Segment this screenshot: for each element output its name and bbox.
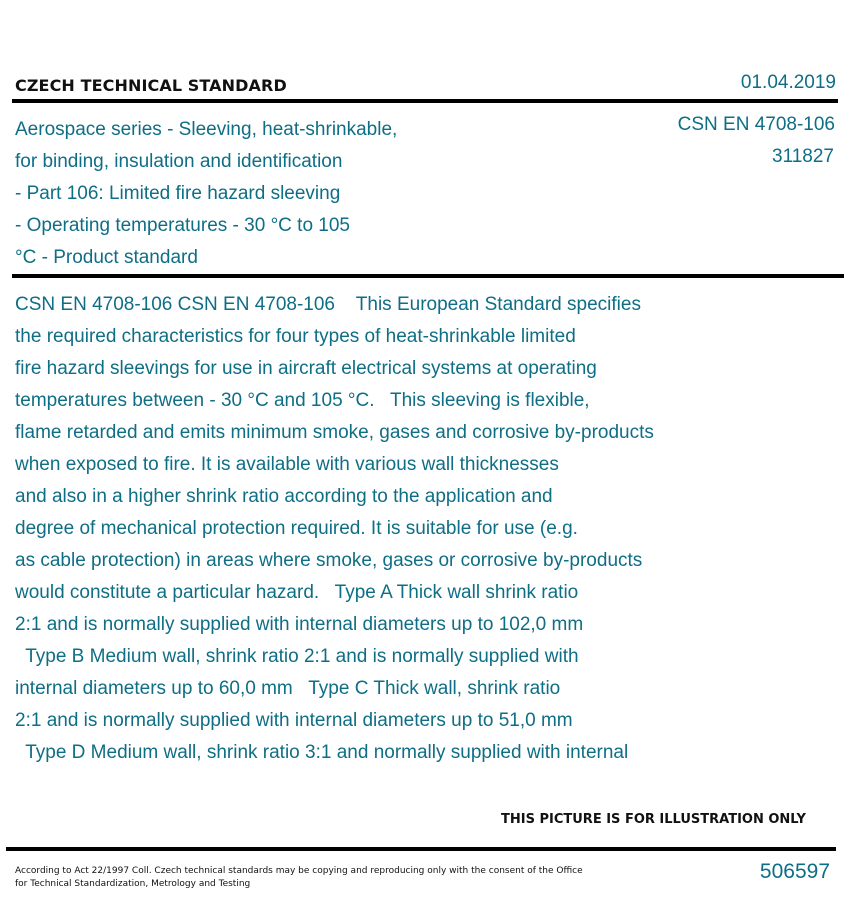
abstract-line: as cable protection) in areas where smoke, gases or corrosive by-products	[15, 550, 643, 571]
abstract-line: 2:1 and is normally supplied with internal diameters up to 51,0 mm	[15, 710, 573, 731]
title-divider	[12, 274, 844, 278]
abstract-line: and also in a higher shrink ratio according to the application and	[15, 486, 553, 507]
abstract-line: temperatures between - 30 °C and 105 °C. This sleeving is flexible,	[15, 390, 590, 411]
legal-line: for Technical Standardization, Metrology and Testing	[15, 879, 251, 889]
abstract-line: degree of mechanical protection required. It is suitable for use (e.g.	[15, 518, 578, 539]
abstract-line: 2:1 and is normally supplied with internal diameters up to 102,0 mm	[15, 614, 584, 635]
abstract-line: Type D Medium wall, shrink ratio 3:1 and normally supplied with internal	[15, 742, 629, 763]
abstract-line: would constitute a particular hazard. Type A Thick wall shrink ratio	[15, 582, 579, 603]
abstract-line: CSN EN 4708-106 CSN EN 4708-106 This European Standard specifies	[15, 294, 641, 315]
standard-date: 01.04.2019	[740, 72, 836, 93]
abstract-line: flame retarded and emits minimum smoke, gases and corrosive by-products	[15, 422, 654, 443]
catalog-number: 311827	[772, 146, 834, 167]
abstract-line: the required characteristics for four types of heat-shrinkable limited	[15, 326, 576, 347]
illustration-disclaimer: THIS PICTURE IS FOR ILLUSTRATION ONLY	[501, 812, 806, 827]
title-line: for binding, insulation and identification	[15, 151, 343, 172]
footer-divider	[6, 847, 836, 851]
abstract-line: Type B Medium wall, shrink ratio 2:1 and is normally supplied with	[15, 646, 579, 667]
abstract-line: fire hazard sleevings for use in aircraft electrical systems at operating	[15, 358, 597, 379]
legal-line: According to Act 22/1997 Coll. Czech technical standards may be copying and reproducing only with the consent of the Office	[15, 866, 583, 876]
title-line: - Part 106: Limited fire hazard sleeving	[15, 183, 341, 204]
abstract-line: internal diameters up to 60,0 mm Type C Thick wall, shrink ratio	[15, 678, 561, 699]
standard-label: CZECH TECHNICAL STANDARD	[15, 76, 287, 95]
abstract-text	[15, 289, 775, 769]
abstract-line: when exposed to fire. It is available with various wall thicknesses	[15, 454, 559, 475]
header-divider	[12, 99, 838, 103]
standard-code: CSN EN 4708-106	[677, 114, 835, 135]
standard-title	[15, 114, 575, 274]
title-line: - Operating temperatures - 30 °C to 105	[15, 215, 350, 236]
title-line: °C - Product standard	[15, 247, 198, 268]
title-line: Aerospace series - Sleeving, heat-shrinkable,	[15, 119, 398, 140]
document-id: 506597	[759, 860, 830, 883]
footer-legal-notice	[15, 865, 615, 891]
